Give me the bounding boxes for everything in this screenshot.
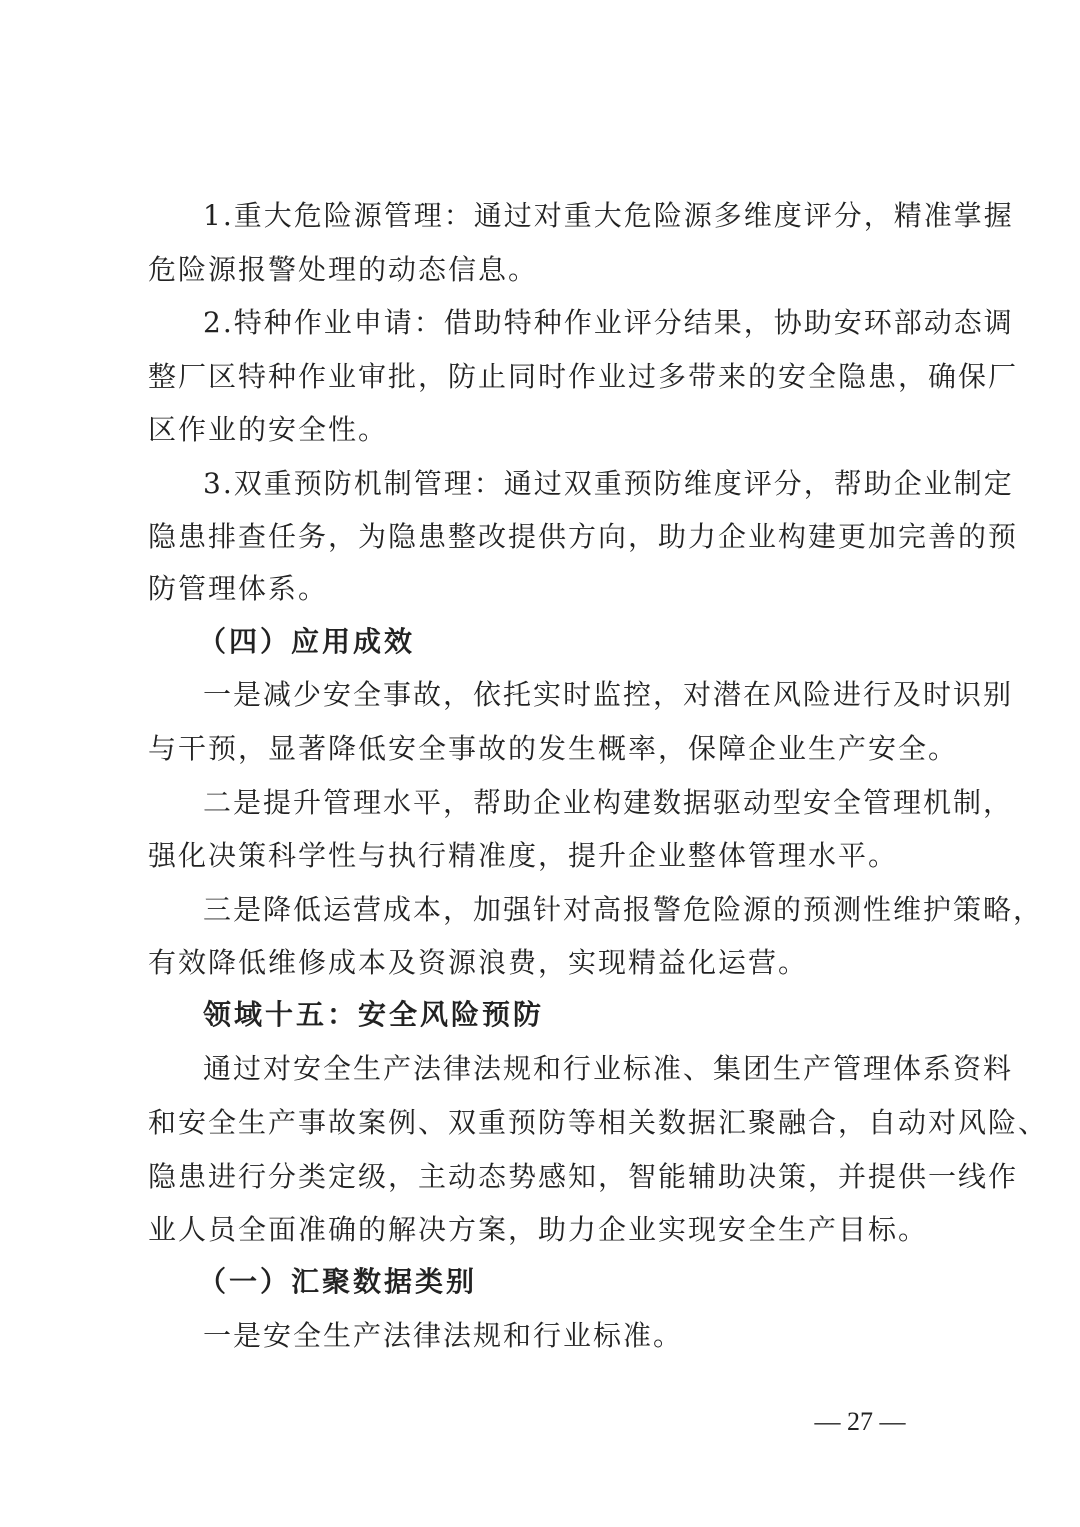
- paragraph-line: 三是降低运营成本，加强针对高报警危险源的预测性维护策略，: [203, 893, 1044, 926]
- paragraph-line: 二是提升管理水平，帮助企业构建数据驱动型安全管理机制，: [203, 786, 1014, 819]
- paragraph-line: 区作业的安全性。: [148, 413, 389, 446]
- paragraph-line: 与干预，显著降低安全事故的发生概率，保障企业生产安全。: [148, 732, 959, 765]
- paragraph-line: 整厂区特种作业审批，防止同时作业过多带来的安全隐患，确保厂: [148, 360, 1019, 393]
- section-heading: 领域十五：安全风险预防: [203, 998, 545, 1031]
- paragraph-line: 隐患进行分类定级，主动态势感知，智能辅助决策，并提供一线作: [148, 1160, 1019, 1193]
- paragraph-line: 隐患排查任务，为隐患整改提供方向，助力企业构建更加完善的预: [148, 520, 1019, 553]
- section-heading: （四）应用成效: [198, 625, 416, 658]
- paragraph-line: 危险源报警处理的动态信息。: [148, 253, 539, 286]
- paragraph-line: 有效降低维修成本及资源浪费，实现精益化运营。: [148, 946, 809, 979]
- paragraph-line: 和安全生产事故案例、双重预防等相关数据汇聚融合，自动对风险、: [148, 1106, 1049, 1139]
- paragraph-line: 业人员全面准确的解决方案，助力企业实现安全生产目标。: [148, 1213, 929, 1246]
- paragraph-line: 防管理体系。: [148, 572, 329, 605]
- paragraph-line: 一是减少安全事故，依托实时监控，对潜在风险进行及时识别: [203, 678, 1014, 711]
- paragraph-line: 3.双重预防机制管理：通过双重预防维度评分，帮助企业制定: [203, 467, 1014, 500]
- section-heading: （一）汇聚数据类别: [198, 1265, 478, 1298]
- paragraph-line: 强化决策科学性与执行精准度，提升企业整体管理水平。: [148, 839, 899, 872]
- paragraph-line: 2.特种作业申请：借助特种作业评分结果，协助安环部动态调: [203, 306, 1014, 339]
- paragraph-line: 1.重大危险源管理：通过对重大危险源多维度评分，精准掌握: [203, 199, 1014, 232]
- paragraph-line: 一是安全生产法律法规和行业标准。: [203, 1319, 684, 1352]
- paragraph-line: 通过对安全生产法律法规和行业标准、集团生产管理体系资料: [203, 1052, 1014, 1085]
- page-number: — 27 —: [814, 1407, 906, 1436]
